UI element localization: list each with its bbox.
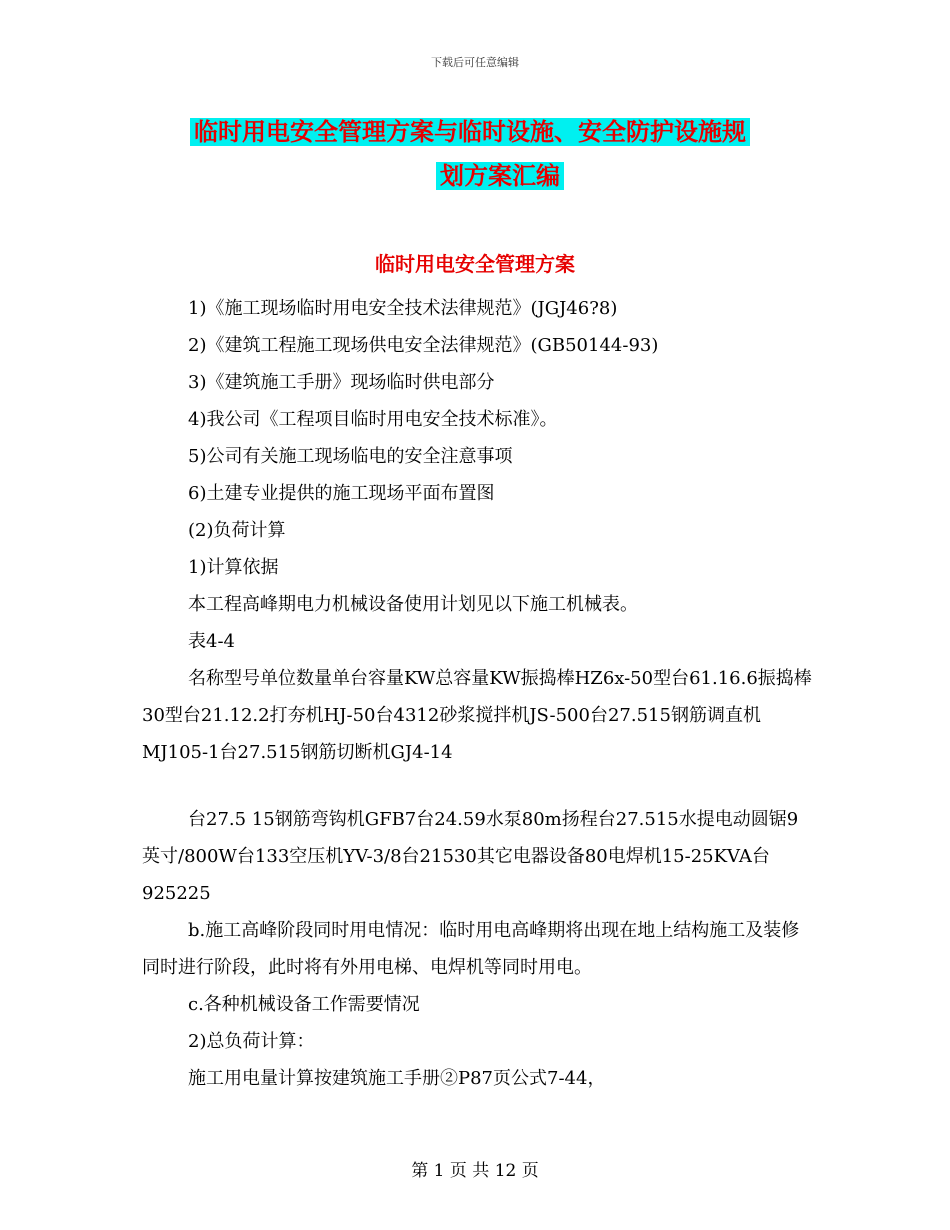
paragraph-equipment-plan: 本工程高峰期电力机械设备使用计划见以下施工机械表。 (188, 594, 638, 615)
paragraph-load-calc-heading: (2)负荷计算 (188, 520, 286, 541)
paragraph-reference-5: 5)公司有关施工现场临电的安全注意事项 (188, 446, 513, 467)
paragraph-equipment-list-1: 名称型号单位数量单台容量KW总容量KW振捣棒HZ6x-50型台61.16.6振捣棒30型台21.12.2打夯机HJ-50台4312砂浆搅拌机JS-500台27.515钢筋调直机MJ105-1台27.515钢筋切断机GJ4-14 (142, 668, 812, 763)
paragraph-formula: 施工用电量计算按建筑施工手册②P87页公式7-44， (188, 1068, 606, 1089)
document-title (190, 110, 810, 198)
section-title: 临时用电安全管理方案 (375, 252, 575, 276)
header-note: 下载后可任意编辑 (431, 56, 519, 69)
paragraph-calc-basis: 1)计算依据 (188, 557, 279, 578)
paragraph-equipment-list-2: 台27.5 15钢筋弯钩机GFB7台24.59水泵80m扬程台27.515水提电动圆锯9英寸/800W台133空压机YV-3/8台21530其它电器设备80电焊机15-25KVA台925225 (142, 809, 799, 904)
paragraph-peak-usage: b.施工高峰阶段同时用电情况：临时用电高峰期将出现在地上结构施工及装修同时进行阶段，此时将有外用电梯、电焊机等同时用电。 (142, 920, 800, 978)
paragraph-equipment-needs: c.各种机械设备工作需要情况 (188, 994, 420, 1015)
paragraph-table-label: 表4-4 (188, 631, 235, 652)
paragraph-total-load: 2)总负荷计算： (188, 1031, 315, 1052)
title-line-2-text: 划方案汇编 (436, 162, 564, 190)
page-footer: 第 1 页 共 12 页 (411, 1161, 539, 1181)
title-line-1 (190, 110, 810, 154)
title-line-2 (190, 154, 810, 198)
paragraph-reference-3: 3)《建筑施工手册》现场临时供电部分 (188, 372, 495, 393)
paragraph-reference-1: 1)《施工现场临时用电安全技术法律规范》(JGJ46?8) (188, 298, 618, 319)
document-body (142, 290, 812, 1097)
title-line-1-text: 临时用电安全管理方案与临时设施、安全防护设施规 (190, 118, 750, 146)
paragraph-gap (142, 771, 812, 801)
paragraph-reference-6: 6)土建专业提供的施工现场平面布置图 (188, 483, 495, 504)
paragraph-reference-4: 4)我公司《工程项目临时用电安全技术标准》。 (188, 409, 558, 430)
paragraph-reference-2: 2)《建筑工程施工现场供电安全法律规范》(GB50144-93) (188, 335, 659, 356)
